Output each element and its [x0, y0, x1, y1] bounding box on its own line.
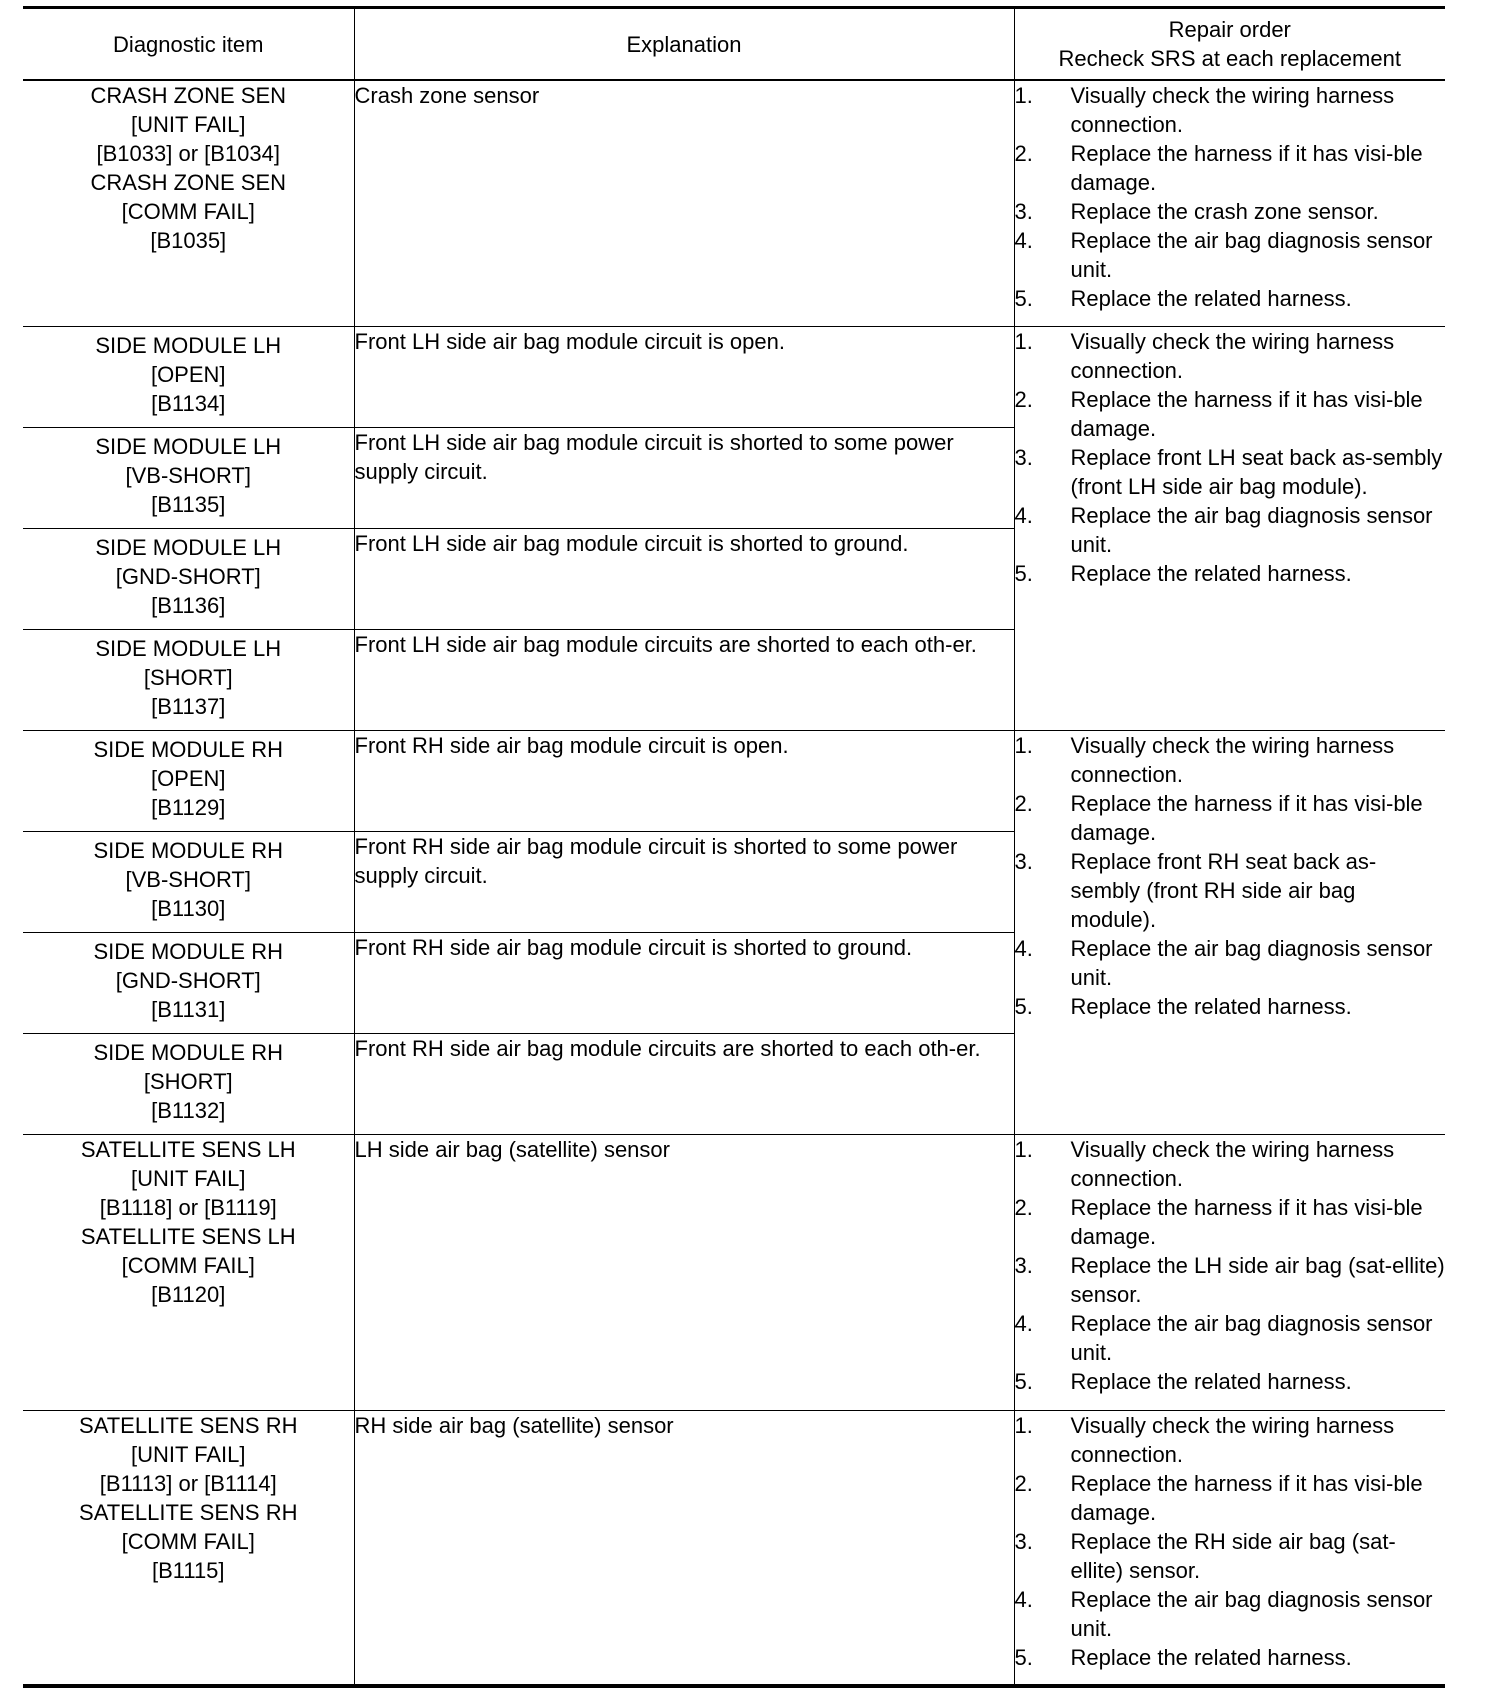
- repair-step: 3. Replace front LH seat back as-sembly (front LH side air bag module).: [1014, 444, 1443, 499]
- repair-step: 5. Replace the related harness.: [1014, 1368, 1352, 1394]
- repair-step: 5. Replace the related harness.: [1014, 993, 1352, 1019]
- repair-step: 3. Replace the LH side air bag (sat-ellite) sensor.: [1014, 1252, 1445, 1307]
- repair-step: 1. Visually check the wiring harness connection.: [1014, 83, 1395, 137]
- item-line: [OPEN]: [150, 765, 226, 791]
- repair-step: 5. Replace the related harness.: [1014, 1644, 1352, 1670]
- repair-order-cell: [1014, 730, 1445, 1134]
- repair-step: 2. Replace the harness if it has visi-ble damage.: [1014, 386, 1423, 441]
- diagnostic-item-cell: [23, 831, 354, 932]
- repair-order-cell: [1014, 326, 1445, 730]
- diagnostic-item-cell: [23, 629, 354, 730]
- explanation-cell: Front RH side air bag module circuits are shorted to each oth-er.: [354, 1033, 1014, 1134]
- repair-step: 5. Replace the related harness.: [1014, 286, 1352, 311]
- explanation-cell: Front LH side air bag module circuit is shorted to ground.: [354, 528, 1014, 629]
- item-line: [B1115]: [151, 1557, 225, 1583]
- item-line: [UNIT FAIL]: [130, 112, 246, 137]
- item-line: [VB-SHORT]: [125, 462, 251, 488]
- repair-step: 3. Replace the crash zone sensor.: [1014, 199, 1379, 224]
- explanation-cell: Front LH side air bag module circuits are shorted to each oth-er.: [354, 629, 1014, 730]
- diagnostic-table: [23, 6, 1445, 1688]
- item-line: [B1035]: [150, 228, 227, 253]
- item-line: [GND-SHORT]: [115, 563, 261, 589]
- item-line: [UNIT FAIL]: [130, 1165, 246, 1191]
- item-line: [GND-SHORT]: [115, 967, 261, 993]
- item-line: SIDE MODULE RH: [93, 736, 283, 762]
- repair-step: 4. Replace the air bag diagnosis sensor unit.: [1014, 502, 1433, 557]
- item-line: [B1132]: [151, 1097, 226, 1123]
- table-row-satellite-lh: [23, 1134, 1445, 1410]
- header-repair-order-line1: Repair order: [1168, 17, 1291, 42]
- item-line: SATELLITE SENS RH: [79, 1499, 298, 1525]
- repair-step: 4. Replace the air bag diagnosis sensor unit.: [1014, 935, 1433, 990]
- repair-step: 4. Replace the air bag diagnosis sensor unit.: [1014, 228, 1433, 282]
- item-line: [B1134]: [151, 390, 226, 416]
- repair-step: 1. Visually check the wiring harness connection.: [1014, 1412, 1395, 1467]
- item-line: [B1131]: [151, 996, 226, 1022]
- diagnostic-item-cell: [23, 427, 354, 528]
- table-row-crash-zone: [23, 80, 1445, 326]
- header-explanation: Explanation: [354, 8, 1014, 81]
- explanation-cell: Front RH side air bag module circuit is shorted to ground.: [354, 932, 1014, 1033]
- item-line: [COMM FAIL]: [121, 1528, 255, 1554]
- item-line: [B1130]: [151, 895, 226, 921]
- item-line: [VB-SHORT]: [125, 866, 251, 892]
- diagnostic-item-cell: [23, 80, 354, 326]
- item-line: [B1033] or [B1034]: [96, 141, 280, 166]
- explanation-cell: Front RH side air bag module circuit is open.: [354, 730, 1014, 831]
- item-line: CRASH ZONE SEN: [90, 83, 287, 108]
- item-line: [SHORT]: [143, 1068, 233, 1094]
- item-line: [B1129]: [151, 794, 226, 820]
- item-line: SIDE MODULE RH: [93, 837, 283, 863]
- item-line: [SHORT]: [143, 664, 233, 690]
- repair-order-cell: [1014, 80, 1445, 326]
- explanation-cell: LH side air bag (satellite) sensor: [354, 1134, 1014, 1410]
- item-line: SIDE MODULE LH: [95, 332, 282, 358]
- repair-steps-list: [1015, 81, 1446, 313]
- repair-step: 2. Replace the harness if it has visi-ble damage.: [1014, 141, 1423, 195]
- repair-step: 3. Replace the RH side air bag (sat-ellite) sensor.: [1014, 1528, 1396, 1583]
- diagnostic-item-cell: [23, 1410, 354, 1686]
- repair-step: 2. Replace the harness if it has visi-ble damage.: [1014, 1194, 1423, 1249]
- diagnostic-item-cell: [23, 1134, 354, 1410]
- item-line: [B1135]: [151, 491, 226, 517]
- explanation-cell: RH side air bag (satellite) sensor: [354, 1410, 1014, 1686]
- header-diagnostic-item: Diagnostic item: [23, 8, 354, 81]
- header-row: [23, 8, 1445, 81]
- table-row-side-rh-open: [23, 730, 1445, 831]
- item-line: [B1137]: [151, 693, 226, 719]
- repair-order-cell: [1014, 1134, 1445, 1410]
- repair-step: 3. Replace front RH seat back as-sembly (front RH side air bag module).: [1014, 848, 1377, 932]
- repair-step: 4. Replace the air bag diagnosis sensor unit.: [1014, 1310, 1433, 1365]
- diagnostic-item-cell: [23, 932, 354, 1033]
- item-line: [B1113] or [B1114]: [99, 1470, 277, 1496]
- item-line: [COMM FAIL]: [121, 199, 255, 224]
- explanation-cell: Front LH side air bag module circuit is shorted to some power supply circuit.: [354, 427, 1014, 528]
- item-line: SIDE MODULE LH: [95, 635, 282, 661]
- header-repair-order: [1014, 8, 1445, 81]
- repair-steps-list: [1015, 1135, 1446, 1396]
- header-repair-order-line2: Recheck SRS at each replacement: [1058, 46, 1401, 71]
- repair-step: 2. Replace the harness if it has visi-ble damage.: [1014, 1470, 1423, 1525]
- item-line: [B1118] or [B1119]: [99, 1194, 277, 1220]
- repair-step: 2. Replace the harness if it has visi-ble damage.: [1014, 790, 1423, 845]
- item-line: SIDE MODULE RH: [93, 938, 283, 964]
- table-row-side-lh-open: [23, 326, 1445, 427]
- item-line: SIDE MODULE LH: [95, 534, 282, 560]
- repair-step: 4. Replace the air bag diagnosis sensor unit.: [1014, 1586, 1433, 1641]
- item-line: [B1120]: [151, 1281, 226, 1307]
- table-row-satellite-rh: [23, 1410, 1445, 1686]
- diagnostic-item-cell: [23, 326, 354, 427]
- explanation-cell: Front LH side air bag module circuit is open.: [354, 326, 1014, 427]
- item-line: [OPEN]: [150, 361, 226, 387]
- repair-step: 5. Replace the related harness.: [1014, 560, 1352, 586]
- repair-steps-list: [1015, 327, 1446, 588]
- repair-step: 1. Visually check the wiring harness connection.: [1014, 328, 1395, 383]
- repair-order-cell: [1014, 1410, 1445, 1686]
- item-line: [B1136]: [151, 592, 226, 618]
- item-line: [COMM FAIL]: [121, 1252, 255, 1278]
- explanation-cell: Crash zone sensor: [354, 80, 1014, 326]
- item-line: SIDE MODULE LH: [95, 433, 282, 459]
- repair-steps-list: [1015, 1411, 1446, 1672]
- repair-steps-list: [1015, 731, 1446, 1021]
- explanation-cell: Front RH side air bag module circuit is shorted to some power supply circuit.: [354, 831, 1014, 932]
- repair-step: 1. Visually check the wiring harness connection.: [1014, 732, 1395, 787]
- diagnostic-item-cell: [23, 528, 354, 629]
- item-line: SATELLITE SENS LH: [80, 1223, 296, 1249]
- item-line: SATELLITE SENS LH: [80, 1136, 296, 1162]
- diagnostic-item-cell: [23, 730, 354, 831]
- item-line: [UNIT FAIL]: [130, 1441, 246, 1467]
- item-line: SATELLITE SENS RH: [79, 1412, 298, 1438]
- item-line: CRASH ZONE SEN: [90, 170, 287, 195]
- item-line: SIDE MODULE RH: [93, 1039, 283, 1065]
- diagnostic-item-cell: [23, 1033, 354, 1134]
- repair-step: 1. Visually check the wiring harness connection.: [1014, 1136, 1395, 1191]
